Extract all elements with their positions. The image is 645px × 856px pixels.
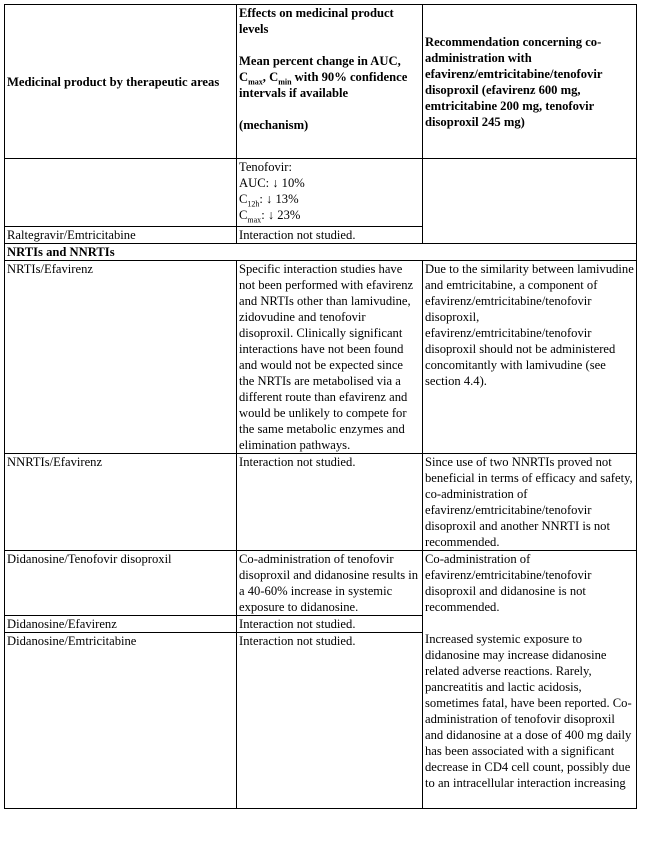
cell-recommendation — [423, 159, 637, 244]
cell-product: NNRTIs/Efavirenz — [5, 454, 237, 551]
table-row — [5, 261, 637, 454]
cell-product: Didanosine/Emtricitabine — [5, 633, 237, 809]
table-row — [5, 454, 637, 551]
header-effects-sub: Mean percent change in AUC, $C_{max}$, $C_{min}$ with 90% confidence intervals if available — [239, 54, 408, 100]
cell-effect: Interaction not studied. — [237, 454, 423, 551]
table-row — [5, 159, 637, 227]
header-product: Medicinal product by therapeutic areas — [5, 5, 237, 159]
cell-product — [5, 159, 237, 227]
section-heading: NRTIs and NNRTIs — [5, 244, 637, 261]
cell-product: NRTIs/Efavirenz — [5, 261, 237, 454]
cell-effect: Interaction not studied. — [237, 633, 423, 809]
header-recommendation: Recommendation concerning co-administration with efavirenz/emtricitabine/tenofovir disoproxil (efavirenz 600 mg, emtricitabine 200 mg, tenofovir disoproxil 245 mg) — [423, 5, 637, 159]
cell-effect: Interaction not studied. — [237, 227, 423, 244]
cell-effect: Specific interaction studies have not been performed with efavirenz and NRTIs other than lamivudine, zidovudine and tenofovir disoproxil. Clinically significant interactions have not been found and would not be expected since the NRTIs are metabolised via a different route than efavirenz and would be unlikely to compete for the same metabolic enzymes and elimination pathways. — [237, 261, 423, 454]
cell-effect: Co-administration of tenofovir disoproxil and didanosine results in a 40-60% increase in systemic exposure to didanosine. — [237, 551, 423, 616]
cell-product: Didanosine/Tenofovir disoproxil — [5, 551, 237, 616]
cell-recommendation: Since use of two NNRTIs proved not beneficial in terms of efficacy and safety, co-administration of efavirenz/emtricitabine/tenofovir disoproxil and another NNRTI is not recommended. — [423, 454, 637, 551]
cell-effect: Interaction not studied. — [237, 616, 423, 633]
section-row — [5, 244, 637, 261]
table-header-row — [5, 5, 637, 159]
interaction-table — [4, 4, 637, 809]
cell-product: Didanosine/Efavirenz — [5, 616, 237, 633]
table-row — [5, 551, 637, 616]
cell-effect-tenofovir: Tenofovir: AUC: ↓ 10% $C_{12h}$: ↓ 13% $C_{max}$: ↓ 23% — [237, 159, 423, 227]
cell-product: Raltegravir/Emtricitabine — [5, 227, 237, 244]
cell-recommendation: Co-administration of efavirenz/emtricitabine/tenofovir disoproxil and didanosine is not recommended. Increased systemic exposure to didanosine may increase didanosine related adverse reactions. Rarely, pancreatitis and lactic acidosis, sometimes fatal, have been reported. Co-administration of tenofovir disoproxil and didanosine at a dose of 400 mg daily has been associated with a significant decrease in CD4 cell count, possibly due to an intracellular interaction increasing — [423, 551, 637, 809]
header-effects: Effects on medicinal product levels Mean percent change in AUC, $C_{max}$, $C_{min}$ with 90% confidence intervals if available (mechanism) — [237, 5, 423, 159]
cell-recommendation: Due to the similarity between lamivudine and emtricitabine, a component of efavirenz/emtricitabine/tenofovir disoproxil, efavirenz/emtricitabine/tenofovir disoproxil should not be administered concomitantly with lamivudine (see section 4.4). — [423, 261, 637, 454]
